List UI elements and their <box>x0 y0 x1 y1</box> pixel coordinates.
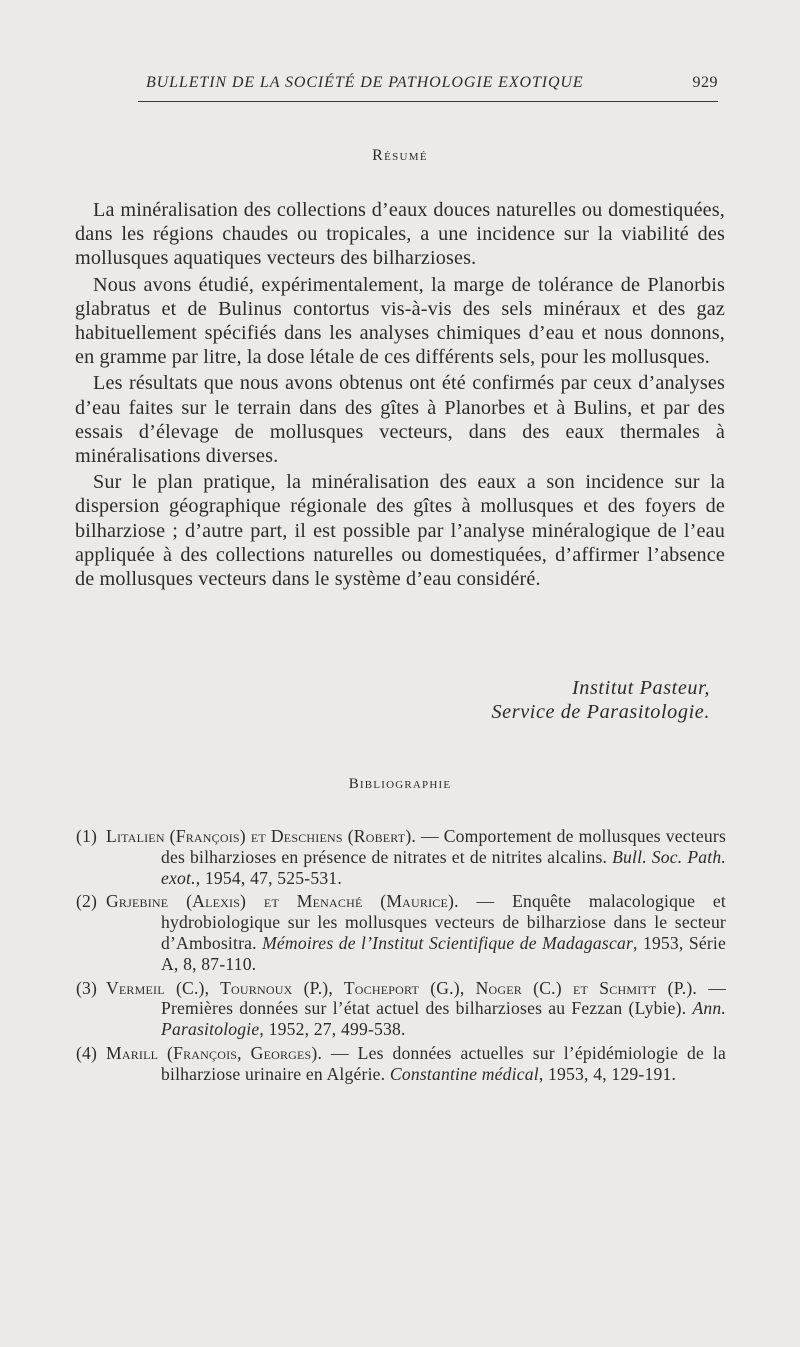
reference-journal: Mémoires de l’Institut Scientifique de Madagascar <box>262 932 634 953</box>
reference-authors: Grjebine (Alexis) et Menaché (Maurice). <box>106 891 459 912</box>
signature-service: Service de Parasitologie. <box>491 701 710 724</box>
reference-item <box>76 978 726 1040</box>
reference-number: (4) <box>76 1042 98 1063</box>
reference-journal: Bull. Soc. Path. exot. <box>161 846 726 888</box>
reference-title: — Premières données sur l’état actuel des bilharzioses au Fezzan (Lybie). <box>161 977 726 1019</box>
reference-item <box>76 891 726 974</box>
resume-heading: Résumé <box>372 147 428 164</box>
reference-number: (2) <box>76 891 98 912</box>
reference-item <box>76 1043 726 1085</box>
reference-list <box>76 826 726 1088</box>
reference-journal: Ann. Parasitologie <box>161 998 726 1040</box>
bibliography-heading: Bibliographie <box>348 776 452 792</box>
journal-title: BULLETIN DE LA SOCIÉTÉ DE PATHOLOGIE EXOTIQUE <box>146 74 584 91</box>
page-number: 929 <box>692 74 718 91</box>
running-header <box>138 74 718 102</box>
reference-authors: Marill (François, Georges). <box>106 1042 323 1063</box>
reference-journal: Constantine médical <box>389 1063 539 1084</box>
reference-details: , 1953, 4, 129-191. <box>538 1063 677 1084</box>
reference-authors: Vermeil (C.), Tournoux (P.), Tocheport (G.), Noger (C.) et Schmitt (P.). <box>106 977 697 998</box>
header-rule <box>138 101 718 102</box>
signature-block <box>491 676 710 724</box>
resume-paragraph: Sur le plan pratique, la minéralisation des eaux a son incidence sur la dispersion géographique régionale des gîtes à mollusques et des foyers de bilharziose ; d’autre part, il est possible par l’analyse minéralogique de l’eau appliquée à des collections naturelles ou domestiquées, d’affirmer l’absence de mollusques vecteurs dans le système d’eau considéré. <box>75 471 725 591</box>
reference-number: (1) <box>76 826 98 846</box>
reference-title: — Enquête malacologique et hydrobiologique sur les mollusques vecteurs de bilharziose dans le secteur d’Ambositra. <box>161 891 726 953</box>
resume-body <box>75 198 725 591</box>
resume-paragraph: Nous avons étudié, expérimentalement, la marge de tolérance de Planorbis glabratus et de Bulinus contortus vis-à-vis des sels minéraux et des gaz habituellement spécifiés dans les analyses chimiques d’eau et nous donnons, en gramme par litre, la dose létale de ces différents sels, pour les mollusques. <box>75 273 725 369</box>
reference-authors: Litalien (François) et Deschiens (Robert). <box>106 826 416 846</box>
reference-details: , 1952, 27, 499-538. <box>259 1019 406 1040</box>
reference-number: (3) <box>76 977 98 998</box>
resume-paragraph: La minéralisation des collections d’eaux douces naturelles ou domestiquées, dans les régions chaudes ou tropicales, a une incidence sur la viabilité des mollusques aquatiques vecteurs des bilharzioses. <box>75 199 725 270</box>
reference-item <box>76 826 726 888</box>
reference-title: — Comportement de mollusques vecteurs des bilharzioses en présence de nitrates et de nitrites alcalins. <box>161 826 726 867</box>
reference-details: , 1953, Série A, 8, 87-110. <box>161 932 727 974</box>
reference-title: — Les données actuelles sur l’épidémiologie de la bilharziose urinaire en Algérie. <box>161 1042 726 1084</box>
resume-paragraph: Les résultats que nous avons obtenus ont été confirmés par ceux d’analyses d’eau faites sur le terrain dans des gîtes à Planorbes et à Bulins, et par des essais d’élevage de mollusques vecteurs, dans des eaux thermales à minéralisations diverses. <box>75 372 725 468</box>
signature-institution: Institut Pasteur, <box>571 677 710 699</box>
reference-details: , 1954, 47, 525-531. <box>195 867 342 888</box>
